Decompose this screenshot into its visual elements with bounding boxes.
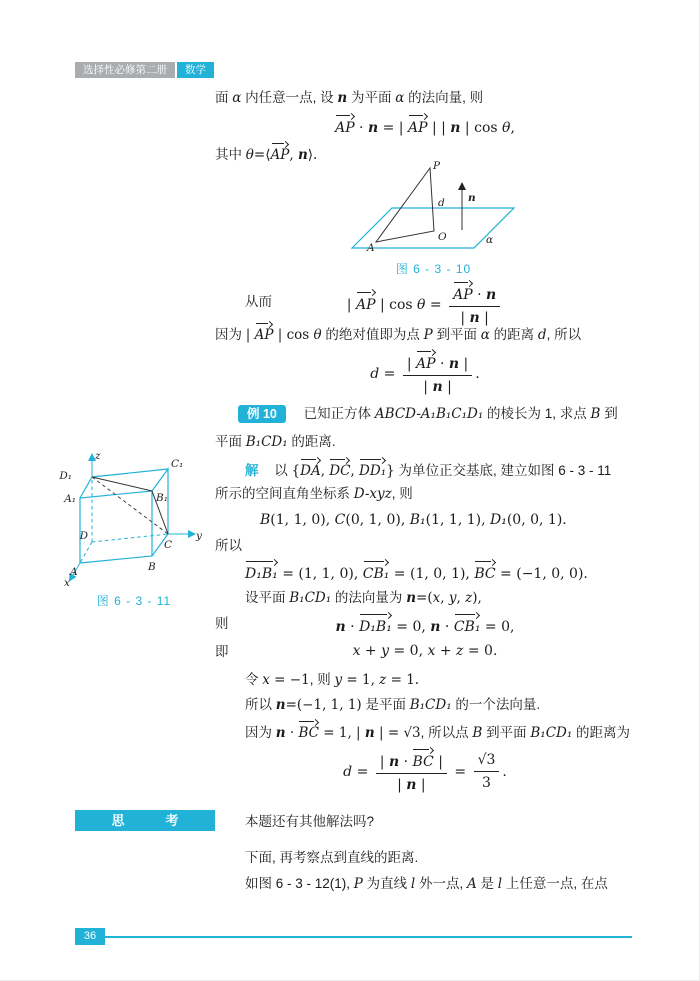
y-axis-label: y (196, 530, 202, 542)
x-axis-label: x (64, 577, 70, 589)
triangle-PAO (376, 168, 434, 242)
page-number: 36 (75, 928, 105, 945)
paragraph-line: 设平面 B₁CD₁ 的法向量为 n=(x, y, z), (245, 590, 482, 606)
segment-D1B1 (92, 477, 152, 491)
vertex-B-label: B (148, 561, 156, 573)
normal-n-label: n (468, 192, 476, 204)
distance-d-label: d (438, 197, 445, 209)
paragraph-line: 所以 n=(−1, 1, 1) 是平面 B₁CD₁ 的一个法向量. (245, 697, 541, 713)
connector-label: 所以 (215, 538, 242, 553)
footer-rule (75, 936, 632, 938)
solution-marker: 解 (245, 463, 259, 478)
plane-alpha-label: α (486, 234, 494, 246)
vertex-B1-label: B₁ (156, 492, 168, 504)
z-axis-label: z (95, 450, 101, 462)
point-P-label: P (433, 160, 441, 172)
paragraph-line: 面 α 内任意一点, 设 n 为平面 α 的法向量, 则 (215, 90, 484, 106)
think-section-header: 思 考 (75, 810, 215, 831)
formula-projection: | AP | cos θ = $\frac{AP \cdot n}{| n |}$ (215, 281, 635, 329)
example-text: 已知正方体 ABCD-A₁B₁C₁D₁ 的棱长为 1, 求点 B 到 (303, 406, 618, 422)
vertex-A-label: A (70, 566, 78, 578)
subject-badge: 数学 (177, 62, 214, 78)
connector-label: 从而 (245, 294, 272, 309)
figure-6-3-10-caption: 图 6 - 3 - 10 (395, 262, 472, 276)
coordinates-line: B(1, 1, 0), C(0, 1, 0), B₁(1, 1, 1), D₁(0, 0, 1). (260, 512, 567, 528)
vertex-D1-label: D₁ (59, 470, 72, 482)
paragraph-line: 因为 | AP | cos θ 的绝对值即为点 P 到平面 α 的距离 d, 所以 (215, 322, 581, 346)
page-header (75, 60, 214, 78)
example-text-cont: 平面 B₁CD₁ 的距离. (215, 434, 336, 450)
vertex-C-label: C (164, 539, 173, 551)
think-question: 本题还有其他解法吗? (245, 814, 375, 829)
figure-6-3-11 (59, 448, 204, 589)
cube-front-face (80, 491, 152, 563)
formula-dot-product: AP · n = | AP | | n | cos θ, (215, 114, 635, 138)
connector-label: 则 (215, 616, 229, 631)
figure-6-3-11-caption: 图 6 - 3 - 11 (96, 594, 172, 608)
figure-6-3-10 (346, 158, 521, 258)
formula-final-distance: d = $\frac{| n \cdot BC |}{| n |}$ = $\frac{√3}{3}$ . (215, 748, 635, 796)
connector-label: 即 (215, 644, 229, 659)
vertex-D-label: D (79, 530, 88, 542)
solution-row (245, 458, 611, 482)
vertex-A1-label: A₁ (64, 493, 76, 505)
vertex-C1-label: C₁ (171, 458, 184, 470)
solution-text: 以 {DA, DC, DD₁} 为单位正交基底, 建立如图 6 - 3 - 11 (274, 463, 611, 478)
paragraph-line: 其中 θ=⟨AP, n⟩. (215, 142, 317, 166)
formula-linear-eqs: x + y = 0, x + z = 0. (352, 643, 498, 659)
vectors-line: D₁B₁ = (1, 1, 0), CB₁ = (1, 0, 1), BC = (−1, 0, 0). (245, 560, 588, 584)
formula-distance-plane: d = $\frac{| AP \cdot n |}{| n |}$ . (215, 350, 635, 398)
example-badge: 例 10 (238, 405, 286, 423)
formula-normal-eqs: n · D₁B₁ = 0, n · CB₁ = 0, (215, 613, 635, 637)
paragraph-line: 令 x = −1, 则 y = 1, z = 1. (245, 672, 420, 688)
paragraph-line: 所示的空间直角坐标系 D-xyz, 则 (215, 486, 413, 502)
paragraph-line: 如图 6 - 3 - 12(1), P 为直线 l 外一点, A 是 l 上任意一点, 在点 (245, 876, 608, 892)
point-A-label: A (367, 242, 375, 254)
cube-hidden-edge-DA (80, 542, 92, 563)
paragraph-line: 下面, 再考察点到直线的距离. (245, 850, 419, 865)
paragraph-line: 因为 n · BC = 1, | n | = √3, 所以点 B 到平面 B₁CD₁ 的距离为 (245, 720, 630, 744)
example-row (238, 404, 618, 425)
cube-hidden-edge-DC (92, 534, 168, 542)
series-badge: 选择性必修第二册 (75, 62, 175, 78)
point-O-label: O (438, 231, 447, 243)
